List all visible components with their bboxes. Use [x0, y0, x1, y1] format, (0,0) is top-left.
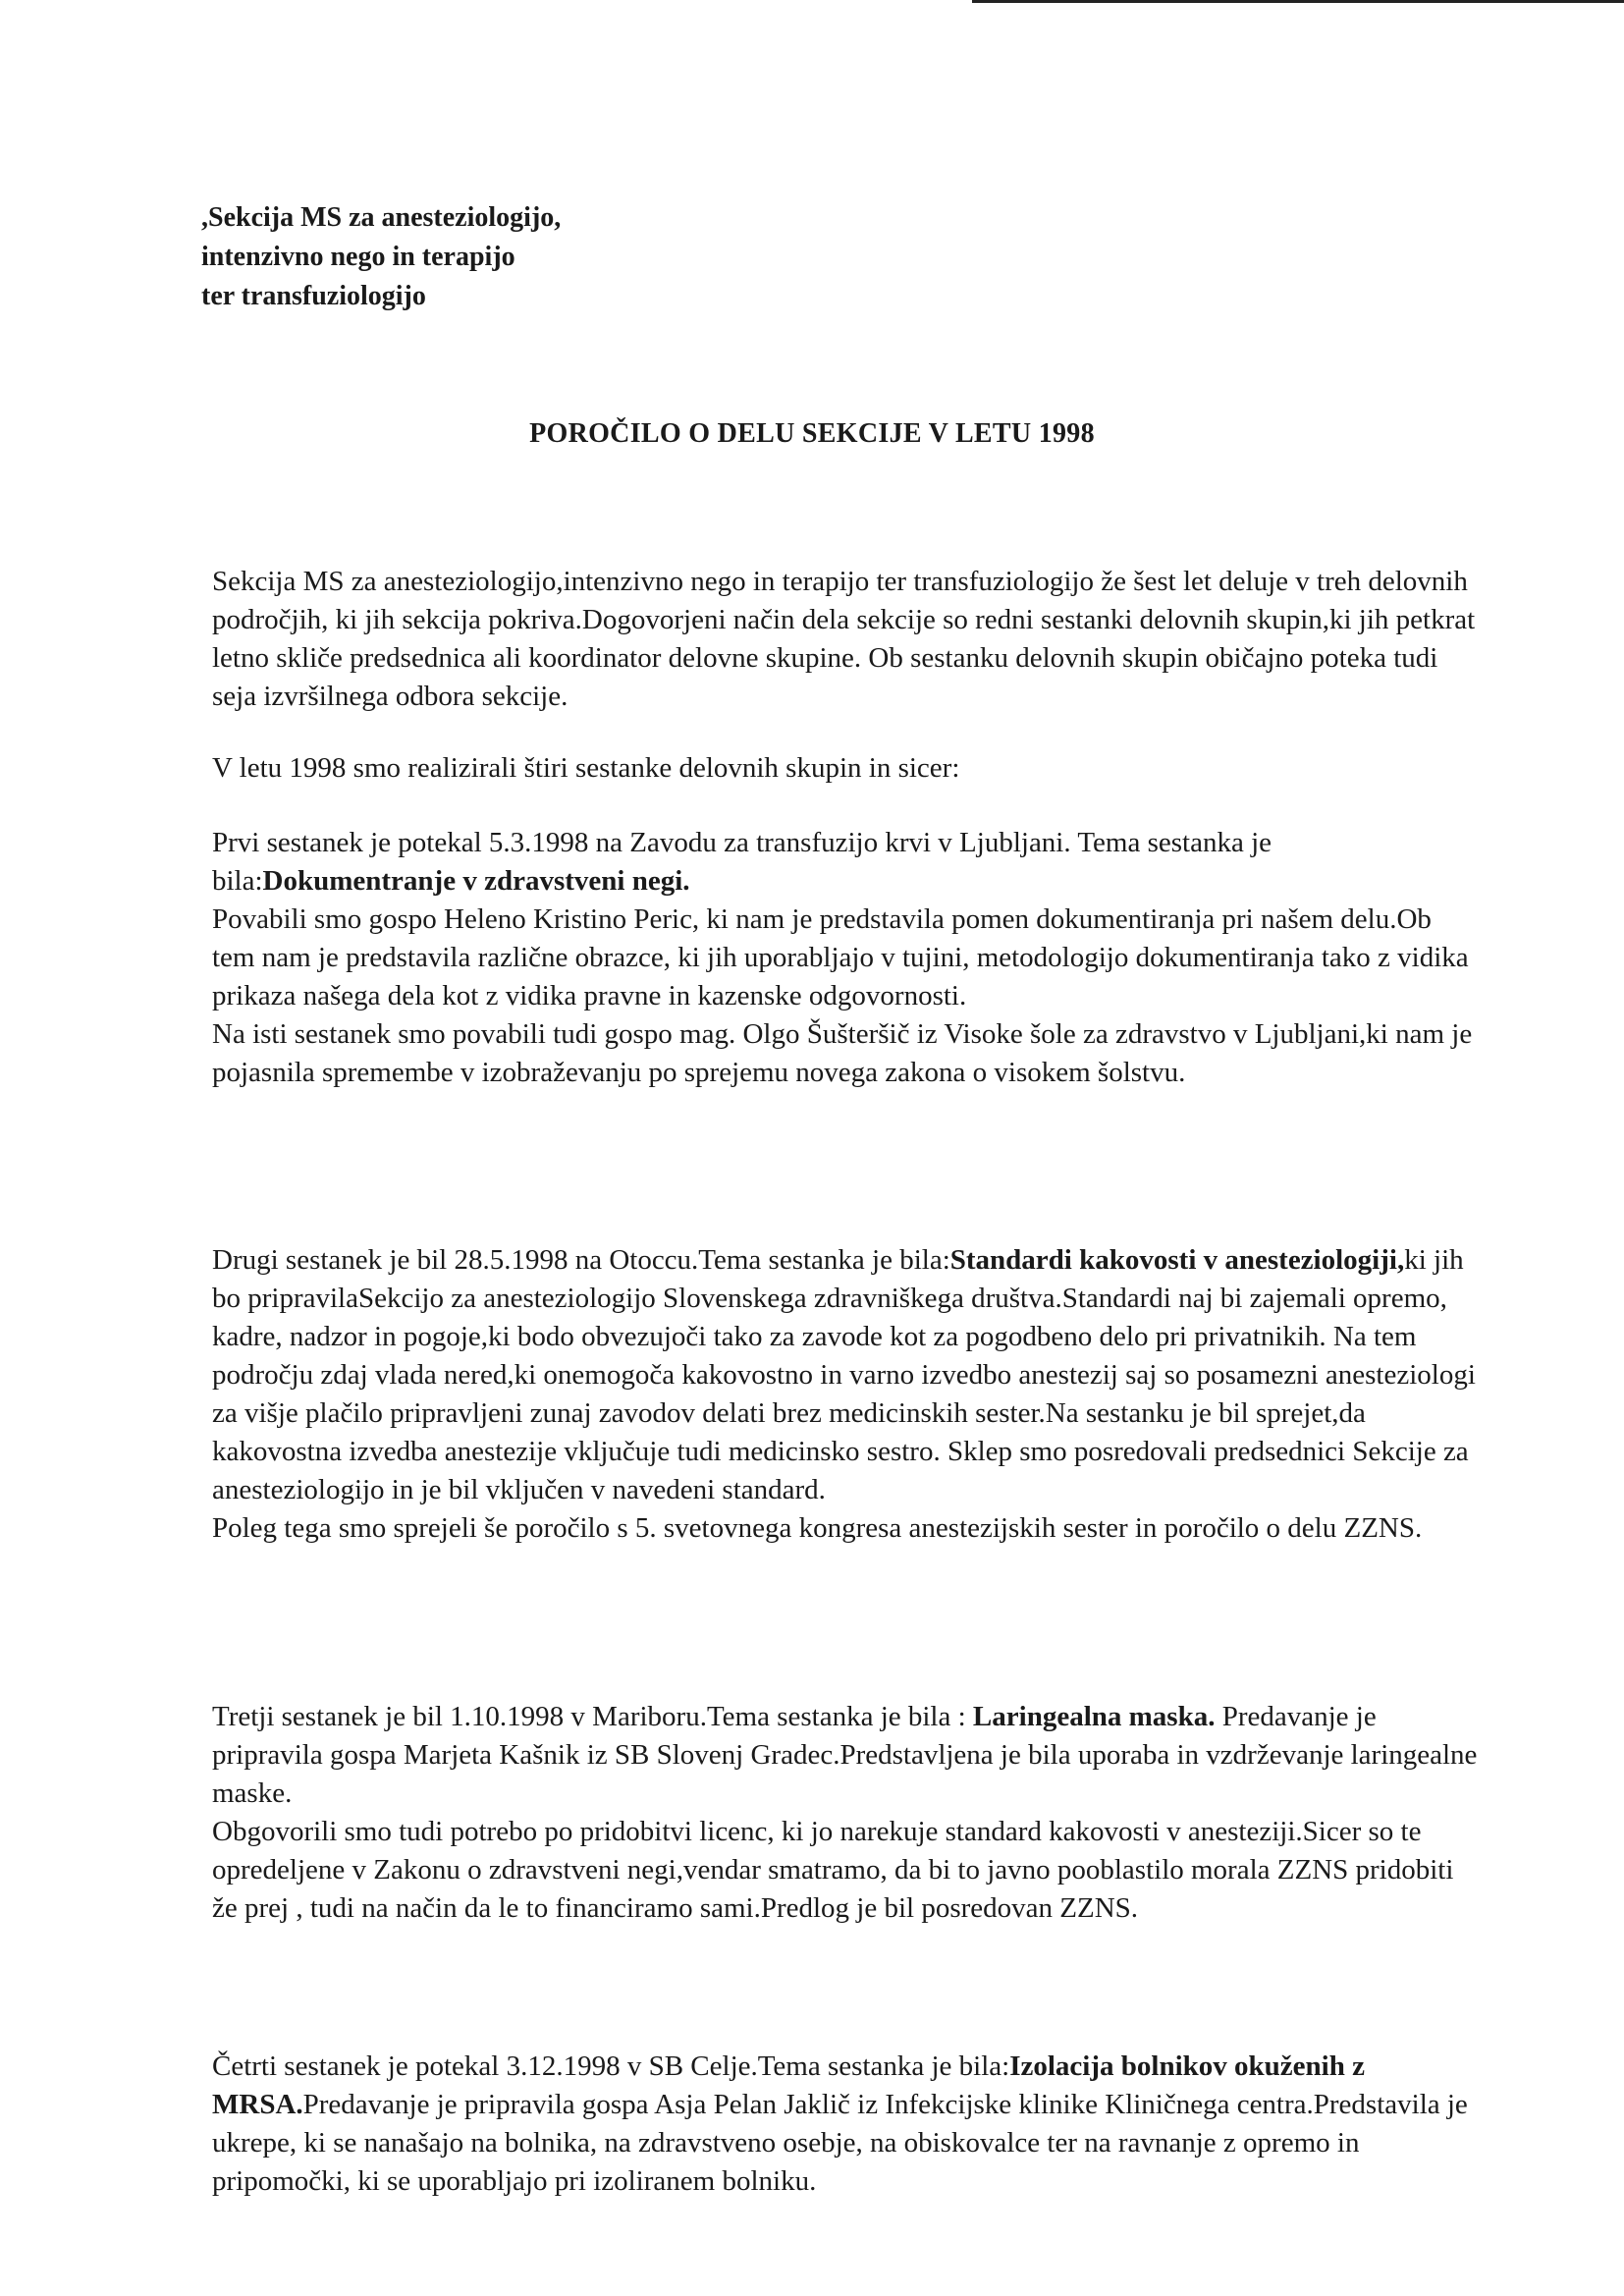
report-title: POROČILO O DELU SEKCIJE V LETU 1998 [529, 418, 1095, 449]
meeting-3-section [212, 1698, 1479, 1928]
meeting-1-paragraph-3: Na isti sestanek smo povabili tudi gospo mag. Olgo Šušteršič iz Visoke šole za zdravstvo v Ljubljani,ki nam je pojasnila spremembe v izobraževanju po sprejemu novega zakona o visokem šolstvu. [212, 1018, 1473, 1088]
meeting-3-intro [212, 1698, 1479, 1813]
meeting-1-topic: Dokumentranje v zdravstveni negi. [262, 865, 690, 897]
header-line-1: ,Sekcija MS za anesteziologijo, [201, 202, 562, 233]
meeting-2-paragraph-2: Poleg tega smo sprejeli še poročilo s 5. svetovnega kongresa anestezijskih sester in poročilo o delu ZZNS. [212, 1512, 1423, 1544]
meeting-2-post: ki jih bo pripravilaSekcijo za anesteziologijo Slovenskega zdravniškega društva.Standardi naj bi zajemali opremo, kadre, nadzor in pogoje,ki bodo obvezujoči tako za zavode kot za pogodbeno delo pri privatnikih. Na tem področju zdaj vlada nered,ki onemogoča kakovostno in varno izvedbo anestezij saj so posamezni anesteziologi za višje plačilo pripravljeni zunaj zavodov delati brez medicinskih sester.Na sestanku je bil sprejet,da kakovostna izvedba anestezije vključuje tudi medicinsko sestro. Sklep smo posredovali predsednici Sekcije za anesteziologijo in je bil vključen v navedeni standard. [212, 1244, 1476, 1505]
summary-text: V letu 1998 smo realizirali štiri sestanke delovnih skupin in sicer: [212, 752, 960, 784]
meeting-1-intro [212, 824, 1479, 901]
meeting-2-pre: Drugi sestanek je bil 28.5.1998 na Otoccu.Tema sestanka je bila: [212, 1244, 950, 1276]
organization-header [201, 198, 889, 316]
meeting-1-section [212, 824, 1479, 1092]
meeting-3-paragraph-2: Obgovorili smo tudi potrebo po pridobitvi licenc, ki jo narekuje standard kakovosti v anesteziji.Sicer so te opredeljene v Zakonu o zdravstveni negi,vendar smatramo, da bi to javno pooblastilo morala ZZNS pridobiti že prej , tudi na način da le to financiramo sami.Predlog je bil posredovan ZZNS. [212, 1816, 1454, 1924]
meeting-4-topic: Izolacija bolnikov okuženih z MRSA. [212, 2050, 1365, 2120]
header-line-3: ter transfuziologijo [201, 281, 426, 311]
meeting-1-paragraph-2: Povabili smo gospo Heleno Kristino Peric, ki nam je predstavila pomen dokumentiranja pri našem delu.Ob tem nam je predstavila različne obrazce, ki jih uporabljajo v tujini, metodologijo dokumentiranja tako z vidika prikaza našega dela kot z vidika pravne in kazenske odgovornosti. [212, 903, 1469, 1011]
meeting-4-pre: Četrti sestanek je potekal 3.12.1998 v SB Celje.Tema sestanka je bila: [212, 2050, 1010, 2082]
meeting-2-topic: Standardi kakovosti v anesteziologiji, [949, 1244, 1405, 1276]
meeting-1-pre: Prvi sestanek je potekal 5.3.1998 na Zavodu za transfuzijo krvi v Ljubljani. Tema sestanka je bila: [212, 827, 1272, 897]
header-line-2: intenzivno nego in terapijo [201, 242, 515, 272]
summary-paragraph [212, 749, 1479, 788]
meeting-3-post: Predavanje je pripravila gospa Marjeta Kašnik iz SB Slovenj Gradec.Predstavljena je bila uporaba in vzdrževanje laringealne maske. [212, 1701, 1478, 1809]
meeting-4-post: Predavanje je pripravila gospa Asja Pelan Jaklič iz Infekcijske klinike Kliničnega centra.Predstavila je ukrepe, ki se nanašajo na bolnika, na zdravstveno osebje, na obiskovalce ter na ravnanje z opremo in pripomočki, ki se uporabljajo pri izoliranem bolniku. [212, 2089, 1468, 2197]
meeting-3-topic: Laringealna maska. [972, 1701, 1216, 1732]
meeting-2-section [212, 1241, 1479, 1548]
scan-edge-line [972, 0, 1624, 3]
intro-paragraph [212, 563, 1479, 716]
meeting-2-intro [212, 1241, 1479, 1509]
meeting-3-pre: Tretji sestanek je bil 1.10.1998 v Mariboru.Tema sestanka je bila : [212, 1701, 973, 1732]
meeting-4-section [212, 2048, 1479, 2201]
meeting-4-intro [212, 2048, 1479, 2201]
intro-text: Sekcija MS za anesteziologijo,intenzivno nego in terapijo ter transfuziologijo že šest let deluje v treh delovnih področjih, ki jih sekcija pokriva.Dogovorjeni način dela sekcije so redni sestanki delovnih skupin,ki jih petkrat letno skliče predsednica ali koordinator delovne skupine. Ob sestanku delovnih skupin običajno poteka tudi seja izvršilnega odbora sekcije. [212, 566, 1476, 712]
